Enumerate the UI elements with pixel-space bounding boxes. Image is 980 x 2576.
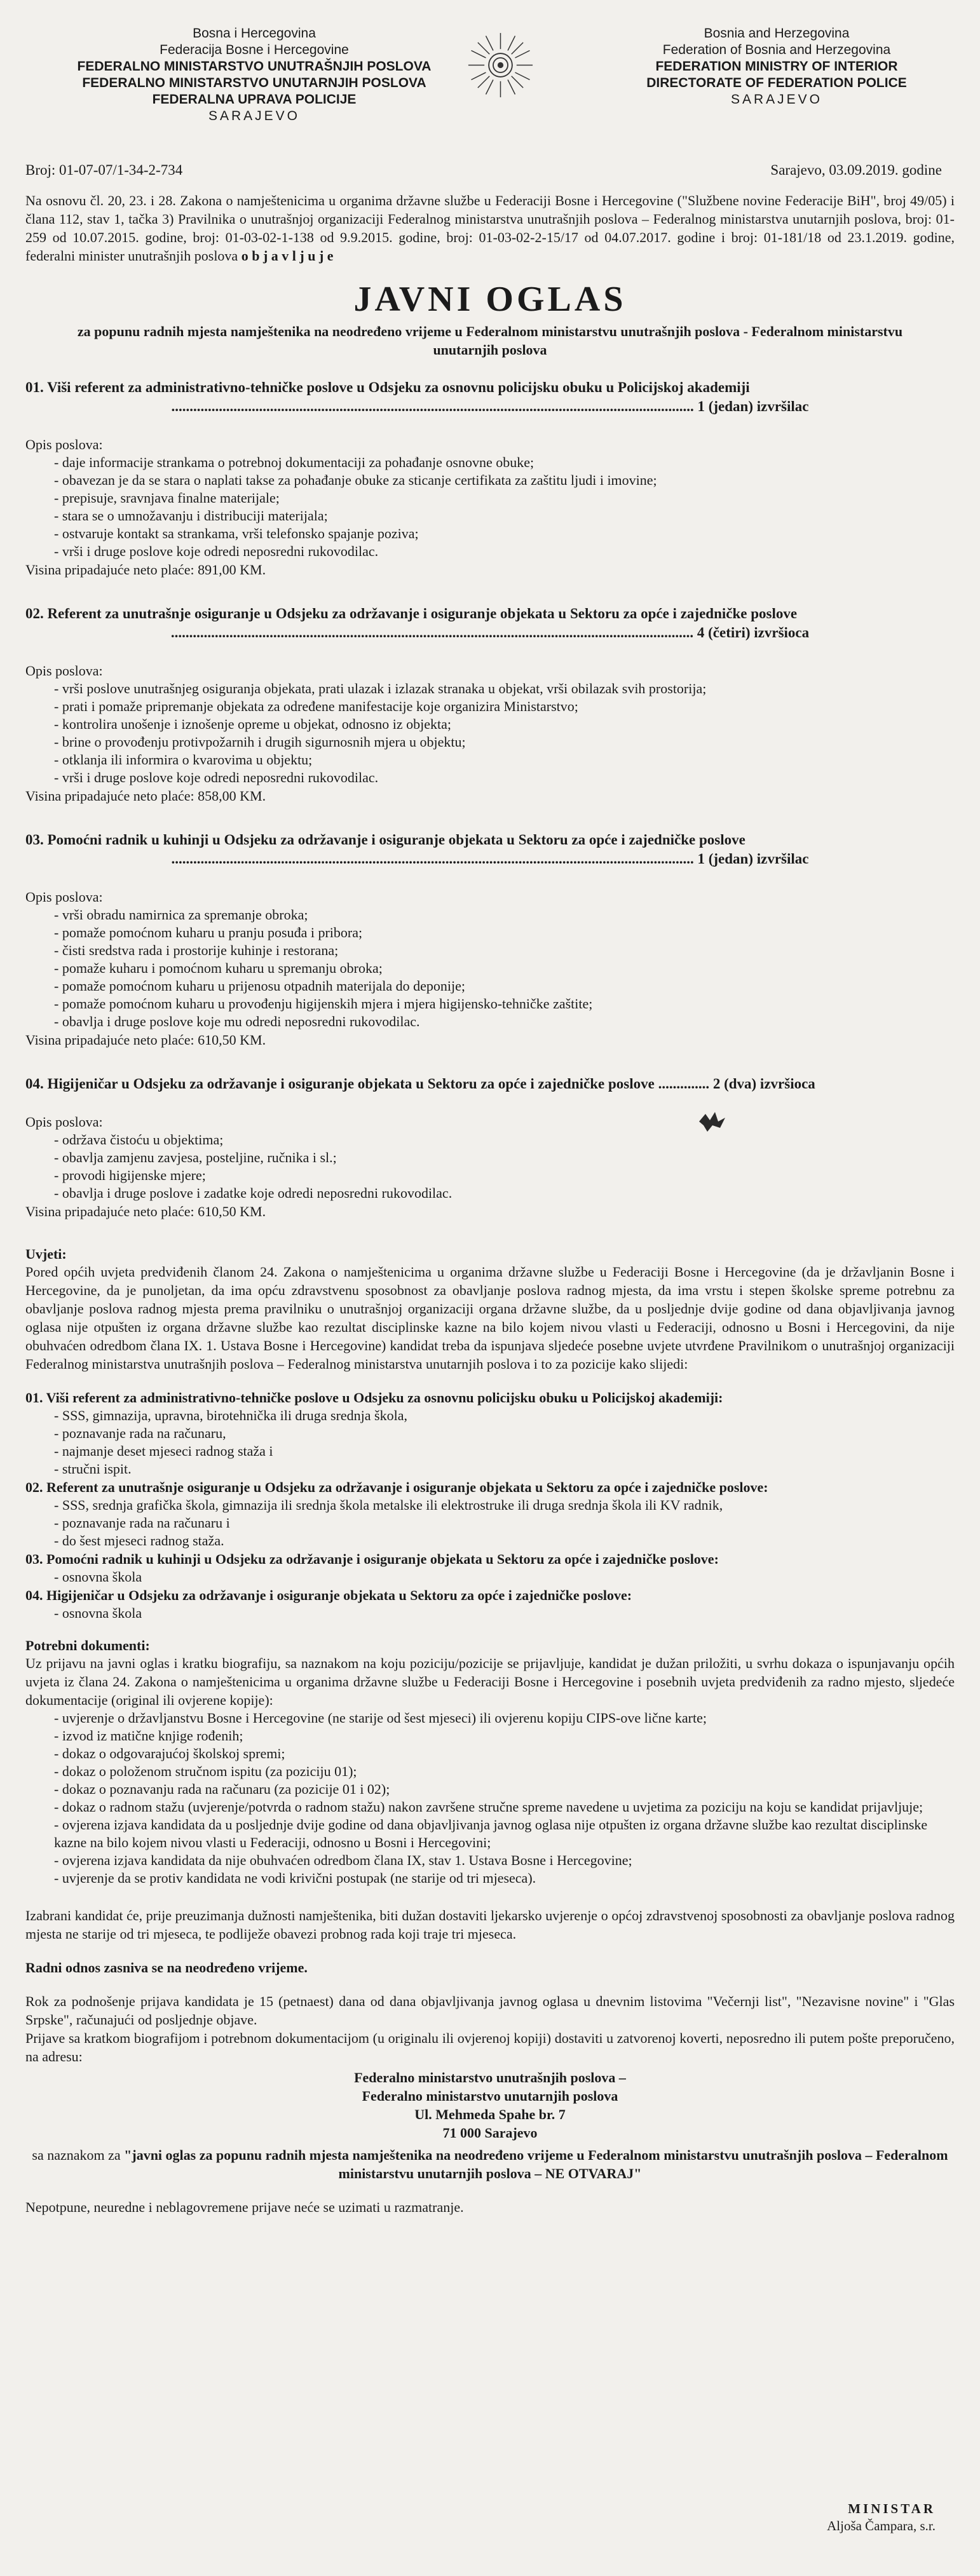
- list-item: - ostvaruje kontakt sa strankama, vrši telefonsko spajanje poziva;: [54, 525, 955, 543]
- hdr-left-line: FEDERALNA UPRAVA POLICIJE: [152, 92, 357, 107]
- list-item: - osnovna škola: [54, 1604, 955, 1622]
- salary-line: Visina pripadajuće neto plaće: 858,00 KM.: [25, 788, 266, 804]
- list-item: - izvod iz matične knjige rođenih;: [54, 1727, 955, 1745]
- list-item: - dokaz o odgovarajućoj školskoj spremi;: [54, 1745, 955, 1763]
- requirement-list: [25, 1496, 955, 1550]
- position-section: [25, 830, 955, 1049]
- deadline-paragraph: Rok za podnošenje prijava kandidata je 15 (petnaest) dana od dana objavljivanja javnog oglasa u dnevnim listovima "Večernji list", "Nezavisne novine" i "Glas Srpske", računajući od posljednje objave.: [25, 1993, 955, 2028]
- hdr-left-line: SARAJEVO: [208, 109, 301, 123]
- list-item: - SSS, srednja grafička škola, gimnazija ili srednja škola metalske ili elektrostruke ili druga srednja škola ili KV radnik,: [54, 1496, 955, 1514]
- position-heading: 02. Referent za unutrašnje osiguranje u Odsjeku za održavanje i osiguranje objekata u Sektoru za opće i zajedničke poslove: [25, 606, 798, 621]
- salary-line: Visina pripadajuće neto plaće: 610,50 KM.: [25, 1203, 266, 1219]
- intro-paragraph: [25, 191, 955, 265]
- list-item: - obavlja i druge poslove koje mu odredi neposredni rukovodilac.: [54, 1013, 955, 1031]
- list-item: - brine o provođenju protivpožarnih i drugih sigurnosnih mjera u objektu;: [54, 733, 955, 751]
- salary-line: Visina pripadajuće neto plaće: 610,50 KM.: [25, 1032, 266, 1048]
- duties-list: [25, 454, 955, 560]
- position-section: [25, 1074, 955, 1221]
- position-count: ............................................................................................................................................... 4 (četiri) izvršioca: [170, 625, 810, 641]
- position-heading: 03. Pomoćni radnik u kuhinji u Odsjeku za održavanje i osiguranje objekata u Sektoru za opće i zajedničke poslove: [25, 832, 745, 848]
- list-item: - vrši obradu namirnica za spremanje obroka;: [54, 906, 955, 924]
- list-item: - poznavanje rada na računaru,: [54, 1425, 955, 1442]
- position-count: ............................................................................................................................................... 1 (jedan) izvršilac: [171, 851, 809, 867]
- address-line: Federalno ministarstvo unutarnjih poslova: [362, 2088, 618, 2104]
- position-section: [25, 378, 955, 579]
- position-count: ............................................................................................................................................... 1 (jedan) izvršilac: [171, 398, 809, 414]
- print-smudge-icon: [696, 1109, 728, 1134]
- salary-line: Visina pripadajuće neto plaće: 891,00 KM.: [25, 562, 266, 578]
- hdr-left-line: Federacija Bosne i Hercegovine: [160, 43, 349, 57]
- duties-title: Opis poslova:: [25, 663, 103, 679]
- list-item: - pomaže pomoćnom kuharu u provođenju higijenskih mjera i mjera higijensko-tehničke zaštite;: [54, 995, 955, 1013]
- list-item: - vrši i druge poslove koje odredi neposredni rukovodilac.: [54, 769, 955, 787]
- requirement-heading: 04. Higijeničar u Odsjeku za održavanje i osiguranje objekata u Sektoru za opće i zajedničke poslove:: [25, 1587, 632, 1603]
- list-item: - pomaže kuharu i pomoćnom kuharu u spremanju obroka;: [54, 959, 955, 977]
- duties-title: Opis poslova:: [25, 437, 103, 452]
- envelope-note-prefix: sa naznakom za: [32, 2147, 121, 2163]
- address-line: Federalno ministarstvo unutrašnjih poslova –: [354, 2070, 626, 2085]
- signature-block: [827, 2500, 936, 2535]
- position-heading: 01. Viši referent za administrativno-tehničke poslove u Odsjeku za osnovnu policijsku obuku u Policijskoj akademiji: [25, 379, 750, 395]
- list-item: - stara se o umnožavanju i distribuciji materijala;: [54, 507, 955, 525]
- position-heading: 04. Higijeničar u Odsjeku za održavanje i osiguranje objekata u Sektoru za opće i zajedničke poslove .............. 2 (dva) izvršioca: [25, 1076, 815, 1092]
- list-item: - ovjerena izjava kandidata da nije obuhvaćen odredbom člana IX, stav 1. Ustava Bosne i Hercegovine;: [54, 1852, 955, 1869]
- list-item: - čisti sredstva rada i prostorije kuhinje i restorana;: [54, 942, 955, 959]
- list-item: - dokaz o poznavanju rada na računaru (za pozicije 01 i 02);: [54, 1780, 955, 1798]
- employment-term: Radni odnos zasniva se na neodređeno vrijeme.: [25, 1960, 308, 1976]
- selected-candidate-paragraph: Izabrani kandidat će, prije preuzimanja dužnosti namještenika, biti dužan dostaviti ljekarsko uvjerenje o općoj zdravstvenoj sposobnosti za obavljanje poslova radnog mjesta ne starije od tri mjeseca, te podliježe obavezi probnog rada koji traje tri mjeseca.: [25, 1908, 955, 1942]
- documents-title: Potrebni dokumenti:: [25, 1637, 150, 1653]
- list-item: - otklanja ili informira o kvarovima u objektu;: [54, 751, 955, 769]
- list-item: - ovjerena izjava kandidata da u posljednje dvije godine od dana objavljivanja javnog oglasa nije otpušten iz organa državne službe kao rezultat disciplinske kazne na bilo kojem nivou vlasti u Federaciji, odnosno u Bosni i Hercegovini;: [54, 1816, 955, 1852]
- documents-list: [25, 1709, 955, 1887]
- list-item: - poznavanje rada na računaru i: [54, 1514, 955, 1532]
- list-item: - daje informacije strankama o potrebnoj dokumentaciji za pohađanje osnovne obuke;: [54, 454, 955, 471]
- federation-emblem-icon: [464, 29, 537, 102]
- postal-address: [25, 2068, 955, 2142]
- envelope-note: [25, 2146, 955, 2183]
- letterhead: [25, 13, 955, 162]
- signatory-name: Aljoša Čampara, s.r.: [827, 2518, 936, 2533]
- position-list: [25, 378, 955, 1221]
- hdr-right-line: Bosnia and Herzegovina: [704, 26, 850, 41]
- document-subtitle: za popunu radnih mjesta namještenika na neodređeno vrijeme u Federalnom ministarstvu unutrašnjih poslova - Federalnom ministarstvu unutarnjih poslova: [77, 323, 903, 358]
- requirement-list: [25, 1407, 955, 1478]
- conditions-section: [25, 1246, 955, 1622]
- list-item: - osnovna škola: [54, 1568, 955, 1586]
- duties-list: [25, 1131, 955, 1202]
- duties-list: [25, 906, 955, 1031]
- address-line: 71 000 Sarajevo: [442, 2125, 538, 2141]
- list-item: - održava čistoću u objektima;: [54, 1131, 955, 1149]
- intro-announces: o b j a v l j u j e: [241, 248, 334, 264]
- list-item: - dokaz o položenom stručnom ispitu (za poziciju 01);: [54, 1763, 955, 1780]
- list-item: - do šest mjeseci radnog staža.: [54, 1532, 955, 1550]
- list-item: - prepisuje, sravnjava finalne materijale;: [54, 489, 955, 507]
- duties-title: Opis poslova:: [25, 1114, 103, 1130]
- requirement-heading: 03. Pomoćni radnik u kuhinji u Odsjeku za održavanje i osiguranje objekata u Sektoru za opće i zajedničke poslove:: [25, 1551, 719, 1567]
- hdr-right-line: FEDERATION MINISTRY OF INTERIOR: [655, 59, 898, 74]
- letterhead-right: [611, 25, 942, 108]
- submission-paragraph: Prijave sa kratkom biografijom i potrebnom dokumentacijom (u originalu ili ovjerenoj kopiji) dostaviti u zatvorenoj koverti, neposredno ili putem pošte preporučeno, na adresu:: [25, 2030, 955, 2064]
- hdr-right-line: Federation of Bosnia and Herzegovina: [662, 43, 891, 57]
- position-section: [25, 604, 955, 805]
- list-item: - dokaz o radnom stažu (uvjerenje/potvrda o radnom stažu) nakon završene stručne spreme navedene u uvjetima za poziciju na koju se kandidat prijavljuje;: [54, 1798, 955, 1816]
- list-item: - pomaže pomoćnom kuharu u pranju posuđa i pribora;: [54, 924, 955, 942]
- documents-text: Uz prijavu na javni oglas i kratku biografiju, sa naznakom na koju poziciju/pozicije se prijavljuje, kandidat je dužan priložiti, u svrhu dokaza o ispunjavanju općih uvjeta iz člana 24. Zakona o namještenicima u organima državne službe u Federaciji Bosne i Hercegovine i posebnih uvjeta predviđenih za radno mjesto, sljedeće dokumentacije (original ili ovjerene kopije):: [25, 1655, 955, 1708]
- hdr-right-line: SARAJEVO: [730, 92, 823, 107]
- list-item: - obavezan je da se stara o naplati takse za pohađanje obuke za sticanje certifikata za zaštitu ljudi i imovine;: [54, 471, 955, 489]
- hdr-left-line: Bosna i Hercegovina: [193, 26, 316, 41]
- list-item: - obavlja i druge poslove i zadatke koje odredi neposredni rukovodilac.: [54, 1184, 955, 1202]
- requirement-heading: 01. Viši referent za administrativno-tehničke poslove u Odsjeku za osnovnu policijsku obuku u Policijskoj akademiji:: [25, 1390, 723, 1406]
- address-line: Ul. Mehmeda Spahe br. 7: [414, 2106, 566, 2122]
- document-date: Sarajevo, 03.09.2019. godine: [770, 162, 942, 178]
- list-item: - stručni ispit.: [54, 1460, 955, 1478]
- conditions-title: Uvjeti:: [25, 1246, 67, 1262]
- hdr-left-line: FEDERALNO MINISTARSTVO UNUTARNJIH POSLOVA: [82, 76, 426, 90]
- conditions-text: Pored općih uvjeta predviđenih članom 24. Zakona o namještenicima u organima državne službe u Federaciji Bosne i Hercegovine (da je državljanin Bosne i Hercegovine, da je punoljetan, da ima opću zdravstvenu sposobnost za obavljanje poslova radnog mjesta, da ima vrstu i stepen školske spreme potrebnu za obavljanje poslova radnog mjesta prema pravilniku o unutrašnjoj organizaciji organa državne službe, da u posljednje dvije godine od dana objavljivanja javnog oglasa nije otpušten iz organa državne službe kao rezultat disciplinske kazne na bilo kojem nivou vlasti u Federaciji, odnosno u Bosni i Hercegovini, da nije obuhvaćen odredbom člana IX. 1. Ustava Bosne i Hercegovine) kandidat treba da ispunjava sljedeće posebne uvjete utvrđene Pravilnikom o unutrašnjoj organizaciji Federalnog ministarstva unutrašnjih poslova – Federalnog ministarstva unutarnjih poslova i to za pozicije kako slijedi:: [25, 1264, 955, 1372]
- duties-list: [25, 680, 955, 787]
- list-item: - uvjerenje o državljanstvu Bosne i Hercegovine (ne starije od šest mjeseci) ili ovjerenu kopiju CIPS-ove lične karte;: [54, 1709, 955, 1727]
- duties-title: Opis poslova:: [25, 889, 103, 905]
- list-item: - pomaže pomoćnom kuharu u prijenosu otpadnih materijala do deponije;: [54, 977, 955, 995]
- list-item: - najmanje deset mjeseci radnog staža i: [54, 1442, 955, 1460]
- list-item: - vrši poslove unutrašnjeg osiguranja objekata, prati ulazak i izlazak stranaka u objekat, vrši obilazak svih prostorija;: [54, 680, 955, 698]
- reference-row: [25, 162, 955, 187]
- document-page: [25, 13, 955, 2561]
- list-item: - uvjerenje da se protiv kandidata ne vodi krivični postupak (ne starije od tri mjeseca).: [54, 1869, 955, 1887]
- document-title: JAVNI OGLAS: [353, 280, 627, 319]
- reference-number: Broj: 01-07-07/1-34-2-734: [25, 162, 183, 178]
- list-item: - obavlja zamjenu zavjesa, posteljine, ručnika i sl.;: [54, 1149, 955, 1167]
- list-item: - provodi higijenske mjere;: [54, 1167, 955, 1184]
- envelope-note-text: "javni oglas za popunu radnih mjesta namještenika na neodređeno vrijeme u Federalnom ministarstvu unutrašnjih poslova – Federalnom ministarstvu unutarnjih poslova – NE OTVARAJ": [124, 2147, 948, 2181]
- list-item: - vrši i druge poslove koje odredi neposredni rukovodilac.: [54, 543, 955, 560]
- requirement-heading: 02. Referent za unutrašnje osiguranje u Odsjeku za održavanje i osiguranje objekata u Sektoru za opće i zajedničke poslove:: [25, 1479, 768, 1495]
- signatory-role: MINISTAR: [848, 2501, 936, 2516]
- documents-section: [25, 1637, 955, 1887]
- list-item: - SSS, gimnazija, upravna, birotehnička ili druga srednja škola,: [54, 1407, 955, 1425]
- requirement-list: [25, 1568, 955, 1586]
- requirement-list: [25, 1604, 955, 1622]
- hdr-right-line: DIRECTORATE OF FEDERATION POLICE: [646, 76, 907, 90]
- list-item: - prati i pomaže pripremanje objekata za određene manifestacije koje organizira Ministarstvo;: [54, 698, 955, 715]
- hdr-left-line: FEDERALNO MINISTARSTVO UNUTRAŠNJIH POSLOVA: [77, 59, 432, 74]
- incomplete-applications-note: Nepotpune, neuredne i neblagovremene prijave neće se uzimati u razmatranje.: [25, 2199, 464, 2215]
- letterhead-left: [44, 25, 464, 125]
- intro-text: Na osnovu čl. 20, 23. i 28. Zakona o namještenicima u organima državne službe u Federaciji Bosne i Hercegovine ("Službene novine Federacije BiH", broj 49/05) i člana 112, stav 1, tačka 3) Pravilnika o unutrašnjoj organizaciji Federalnog ministarstva unutrašnjih poslova – Federalnog ministarstva unutarnjih poslova, broj: 01-259 od 10.07.2015. godine, broj: 01-03-02-1-138 od 9.9.2015. godine, broj: 01-03-02-2-15/17 od 04.07.2017. godine i broj: 01-181/18 od 23.1.2019. godine, federalni minister unutrašnjih poslova: [25, 193, 955, 264]
- list-item: - kontrolira unošenje i iznošenje opreme u objekat, odnosno iz objekta;: [54, 715, 955, 733]
